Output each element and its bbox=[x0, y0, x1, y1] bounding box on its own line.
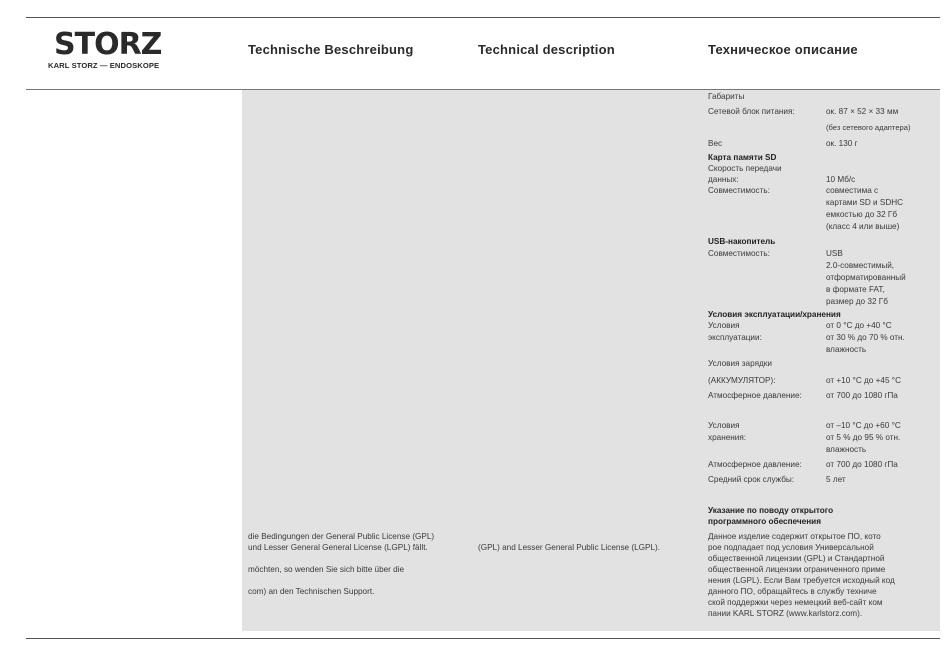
st-humidity-1: от 5 % до 95 % отн. bbox=[826, 433, 901, 442]
oss-heading-2: программного обеспечения bbox=[708, 517, 821, 526]
life-label: Средний срок службы: bbox=[708, 475, 795, 484]
usb-compat-line: USB bbox=[826, 249, 843, 258]
logo-wordmark: STORZ bbox=[54, 27, 162, 62]
usb-compat-line: отформатированный bbox=[826, 273, 906, 282]
atm-value-2: от 700 до 1080 гПа bbox=[826, 460, 898, 469]
oss-text-line: нения (LGPL). Если Вам требуется исходный код bbox=[708, 576, 895, 585]
oss-text-line: общественной лицензии (GPL) и Стандартной bbox=[708, 554, 885, 563]
op-label-1: Условия bbox=[708, 321, 740, 330]
dims-heading: Габариты bbox=[708, 92, 745, 101]
op-label-2: эксплуатации: bbox=[708, 333, 762, 342]
sd-rate-value: 10 Мб/с bbox=[826, 175, 856, 184]
english-text-line: (GPL) and Lesser General Public License (LGPL). bbox=[478, 543, 661, 552]
st-temp: от –10 °C до +60 °C bbox=[826, 421, 901, 430]
sd-compat-label: Совместимость: bbox=[708, 186, 770, 195]
atm-label-2: Атмосферное давление: bbox=[708, 460, 802, 469]
german-text-line: und Lesser General General License (LGPL) fällt. bbox=[248, 543, 428, 552]
sd-compat-line: емкостью до 32 Гб bbox=[826, 210, 898, 219]
oss-text-line: Данное изделие содержит открытое ПО, кото bbox=[708, 532, 881, 541]
env-heading: Условия эксплуатации/хранения bbox=[708, 310, 841, 319]
weight-value: ок. 130 г bbox=[826, 139, 858, 148]
charge-temp: от +10 °C до +45 °C bbox=[826, 376, 901, 385]
usb-compat-line: в формате FAT, bbox=[826, 285, 885, 294]
charge-label-2: (АККУМУЛЯТОР): bbox=[708, 376, 776, 385]
german-text-line: com) an den Technischen Support. bbox=[248, 587, 375, 596]
oss-text-line: рое подпадает под условия Универсальной bbox=[708, 543, 874, 552]
german-text-line: möchten, so wenden Sie sich bitte über die bbox=[248, 565, 405, 574]
psu-note: (без сетевого адаптера) bbox=[826, 123, 911, 132]
usb-heading: USB-накопитель bbox=[708, 237, 776, 246]
op-humidity-1: от 30 % до 70 % отн. bbox=[826, 333, 905, 342]
bottom-rule bbox=[26, 638, 940, 639]
sd-compat-line: совместима с bbox=[826, 186, 879, 195]
header-english: Technical description bbox=[478, 42, 615, 57]
psu-label: Сетевой блок питания: bbox=[708, 107, 795, 116]
life-value: 5 лет bbox=[826, 475, 846, 484]
sd-rate-label-2: данных: bbox=[708, 175, 739, 184]
st-label-2: хранения: bbox=[708, 433, 747, 442]
sd-rate-label-1: Скорость передачи bbox=[708, 164, 782, 173]
sd-heading: Карта памяти SD bbox=[708, 153, 777, 162]
op-temp: от 0 °C до +40 °C bbox=[826, 321, 892, 330]
sd-compat-line: (класс 4 или выше) bbox=[826, 222, 900, 231]
usb-compat-label: Совместимость: bbox=[708, 249, 770, 258]
logo-subline: KARL STORZ — ENDOSKOPE bbox=[48, 61, 160, 70]
st-humidity-2: влажность bbox=[826, 445, 867, 454]
usb-compat-line: 2.0-совместимый, bbox=[826, 261, 895, 270]
oss-text-line: ской поддержки через немецкий веб-сайт ком bbox=[708, 598, 883, 607]
german-text-line: die Bedingungen der General Public License (GPL) bbox=[248, 532, 435, 541]
oss-heading-1: Указание по поводу открытого bbox=[708, 506, 834, 515]
atm-label-1: Атмосферное давление: bbox=[708, 391, 802, 400]
storz-logo bbox=[48, 27, 162, 72]
top-rule bbox=[26, 17, 940, 18]
sd-compat-line: картами SD и SDHC bbox=[826, 198, 904, 207]
psu-value: ок. 87 × 52 × 33 мм bbox=[826, 107, 899, 116]
oss-text-line: пании KARL STORZ (www.karlstorz.com). bbox=[708, 609, 863, 618]
header-russian: Техническое описание bbox=[708, 42, 858, 57]
charge-label-1: Условия зарядки bbox=[708, 359, 772, 368]
weight-label: Вес bbox=[708, 139, 723, 148]
atm-value-1: от 700 до 1080 гПа bbox=[826, 391, 898, 400]
header-german: Technische Beschreibung bbox=[248, 42, 414, 57]
usb-compat-line: размер до 32 Гб bbox=[826, 297, 888, 306]
op-humidity-2: влажность bbox=[826, 345, 867, 354]
st-label-1: Условия bbox=[708, 421, 740, 430]
oss-text-line: общественной лицензии ограниченного приме bbox=[708, 565, 886, 574]
oss-text-line: данного ПО, обращайтесь в службу техниче bbox=[708, 587, 877, 596]
